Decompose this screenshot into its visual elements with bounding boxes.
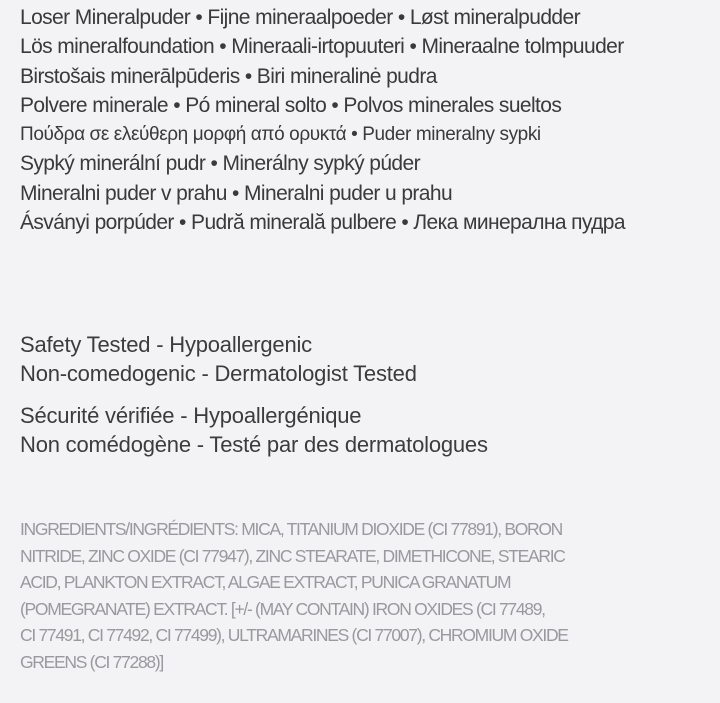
ingredients-line: INGREDIENTS/INGRÉDIENTS: MICA, TITANIUM DIOXIDE (CI 77891), BORON (20, 519, 563, 539)
claim-line: Safety Tested - Hypoallergenic (20, 332, 312, 357)
ingredients-line: (POMEGRANATE) EXTRACT. [+/- (MAY CONTAIN) IRON OXIDES (CI 77489, (20, 598, 545, 619)
product-name-line: Ásványi porpúder • Pudră minerală pulbere • Лека минерална пудра (20, 211, 625, 235)
ingredients-line: ACID, PLANKTON EXTRACT, ALGAE EXTRACT, PUNICA GRANATUM (20, 572, 511, 593)
ingredients-line: GREENS (CI 77288)] (20, 651, 163, 672)
claims-english (20, 330, 417, 388)
product-names (20, 3, 625, 237)
ingredients-line: CI 77491, CI 77492, CI 77499), ULTRAMARINES (CI 77007), CHROMIUM OXIDE (20, 625, 568, 646)
product-name-line: Sypký minerální pudr • Minerálny sypký púder (20, 152, 420, 176)
claim-line: Non-comedogenic - Dermatologist Tested (20, 361, 417, 386)
product-name-line: Πούδρα σε ελεύθερη μορφή από ορυκτά • Puder mineralny sypki (20, 124, 541, 146)
product-name-line: Birstošais minerālpūderis • Biri mineralinė pudra (20, 64, 437, 88)
product-name-line: Polvere minerale • Pó mineral solto • Polvos minerales sueltos (20, 93, 562, 117)
ingredients-list (20, 516, 568, 676)
ingredients-line: NITRIDE, ZINC OXIDE (CI 77947), ZINC STEARATE, DIMETHICONE, STEARIC (20, 545, 565, 566)
claim-line: Sécurité vérifiée - Hypoallergénique (20, 403, 362, 428)
product-name-line: Loser Mineralpuder • Fijne mineraalpoeder • Løst mineralpudder (20, 6, 580, 29)
claims-french (20, 401, 488, 459)
product-name-line: Mineralni puder v prahu • Mineralni puder u prahu (20, 181, 453, 205)
claim-line: Non comédogène - Testé par des dermatologues (20, 432, 488, 457)
product-name-line: Lös mineralfoundation • Mineraali-irtopuuteri • Mineraalne tolmpuuder (20, 35, 624, 59)
